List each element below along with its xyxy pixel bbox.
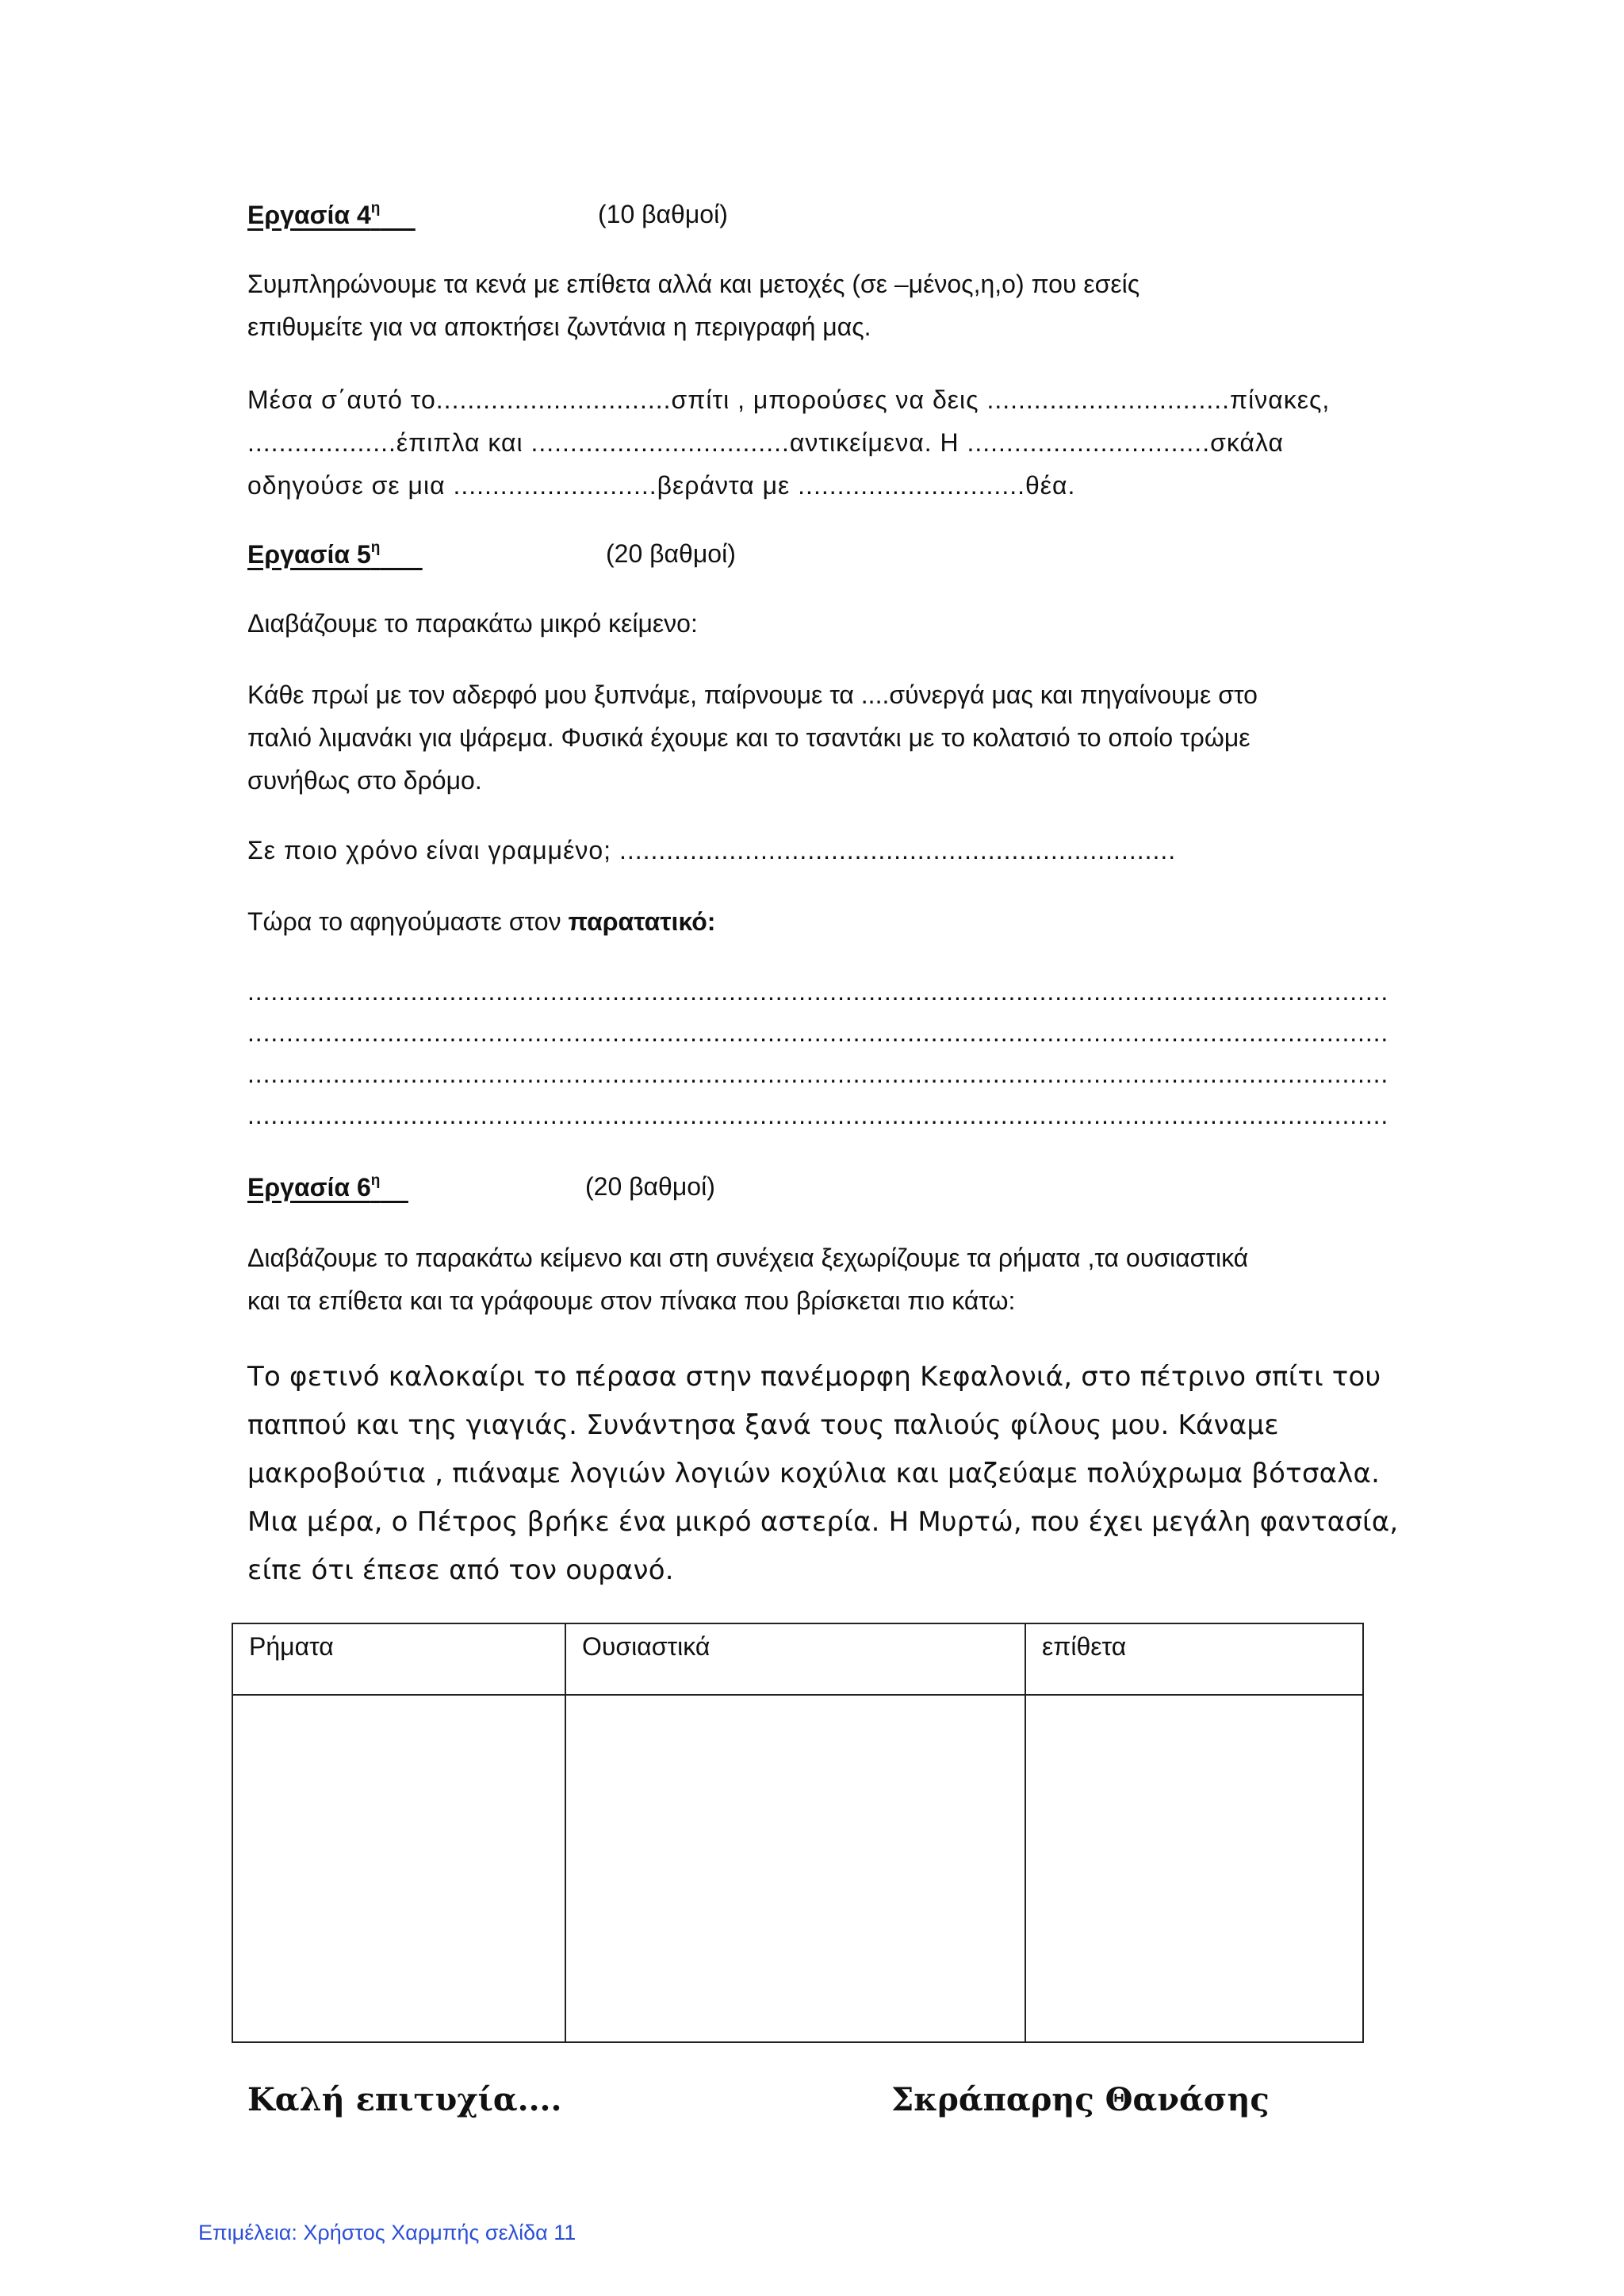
task6-instructions-line-1: Διαβάζουμε το παρακάτω κείμενο και στη συνέχεια ξεχωρίζουμε τα ρήματα ,τα ουσιαστικά xyxy=(247,1244,1249,1272)
task5-answer-line-1: ................................................................................................................................................... xyxy=(247,977,1389,1006)
task6-story-line-2: παππού και της γιαγιάς. Συνάντησα ξανά τους παλιούς φίλους μου. Κάναμε xyxy=(247,1409,1279,1441)
task5-retell-instruction: Τώρα το αφηγούμαστε στον παρατατικό: xyxy=(247,907,716,936)
task5-passage-line-1: Κάθε πρωί με τον αδερφό μου ξυπνάμε, παίρνουμε τα ....σύνεργά μας και πηγαίνουμε στο xyxy=(247,680,1258,709)
task4-instructions-line-1: Συμπληρώνουμε τα κενά με επίθετα αλλά και μετοχές (σε –μένος,η,ο) που εσείς xyxy=(247,270,1140,298)
task6-instructions-line-2: και τα επίθετα και τα γράφουμε στον πίνακα που βρίσκεται πιο κάτω: xyxy=(247,1286,1016,1315)
task4-exercise-line-3: οδηγούσε σε μια ..........................βεράντα με .............................θέα. xyxy=(247,471,1076,500)
nouns-answer-cell[interactable] xyxy=(565,1695,1025,2042)
closing-wish: Καλή επιτυχία.... xyxy=(247,2081,562,2118)
task6-title: Εργασία $6^\eta$ xyxy=(247,1172,381,1202)
table-answer-row xyxy=(232,1695,1363,2042)
page-footer: Επιμέλεια: Χρήστος Χαρμπής σελίδα 11 xyxy=(198,2221,576,2244)
task5-points: (20 βαθμοί) xyxy=(606,539,736,568)
task6-story-line-1: Το φετινό καλοκαίρι το πέρασα στην πανέμορφη Κεφαλονιά, στο πέτρινο σπίτι του xyxy=(247,1361,1381,1393)
task5-answer-line-2: ................................................................................................................................................... xyxy=(247,1018,1389,1047)
task6-points: (20 βαθμοί) xyxy=(585,1172,715,1201)
task5-intro: Διαβάζουμε το παρακάτω μικρό κείμενο: xyxy=(247,609,698,638)
verbs-answer-cell[interactable] xyxy=(232,1695,565,2042)
task4-title: Εργασία $4^\eta$ xyxy=(247,200,381,229)
task6-story-line-3: μακροβούτια , πιάναμε λογιών λογιών κοχύλια και μαζεύαμε πολύχρωμα βότσαλα. xyxy=(247,1458,1381,1489)
task4-points: (10 βαθμοί) xyxy=(598,200,728,228)
task5-retell-tense: παρατατικό: xyxy=(568,907,716,936)
task6-story-line-4: Μια μέρα, ο Πέτρος βρήκε ένα μικρό αστερία. Η Μυρτώ, που έχει μεγάλη φαντασία, xyxy=(247,1506,1399,1538)
table-header-nouns: Ουσιαστικά xyxy=(565,1623,1025,1695)
task6-story-line-5: είπε ότι έπεσε από τον ουρανό. xyxy=(247,1554,674,1586)
author-name: Σκράπαρης Θανάσης xyxy=(891,2081,1270,2118)
task4-exercise-line-1: Μέσα σ΄αυτό το..............................σπίτι , μπορούσες να δεις ...............................πίνακες, xyxy=(247,385,1331,414)
table-header-adjectives: επίθετα xyxy=(1025,1623,1363,1695)
task5-passage-line-2: παλιό λιμανάκι για ψάρεμα. Φυσικά έχουμε και το τσαντάκι με το κολατσιό το οποίο τρώμε xyxy=(247,723,1251,752)
task5-question: Σε ποιο χρόνο είναι γραμμένο; ....................................................................... xyxy=(247,836,1177,864)
table-header-row xyxy=(232,1623,1363,1695)
task5-title: Εργασία $5^\eta$ xyxy=(247,539,381,569)
task5-answer-line-4: ................................................................................................................................................... xyxy=(247,1101,1389,1129)
task4-exercise-line-2: ...................έπιπλα και .................................αντικείμενα. Η ...............................σκάλα xyxy=(247,428,1284,457)
task5-passage-line-3: συνήθως στο δρόμο. xyxy=(247,766,482,795)
task4-instructions-line-2: επιθυμείτε για να αποκτήσει ζωντάνια η περιγραφή μας. xyxy=(247,312,871,341)
table-header-verbs: Ρήματα xyxy=(232,1623,565,1695)
adjectives-answer-cell[interactable] xyxy=(1025,1695,1363,2042)
word-classification-table xyxy=(232,1623,1364,2043)
task5-answer-line-3: ................................................................................................................................................... xyxy=(247,1060,1389,1088)
